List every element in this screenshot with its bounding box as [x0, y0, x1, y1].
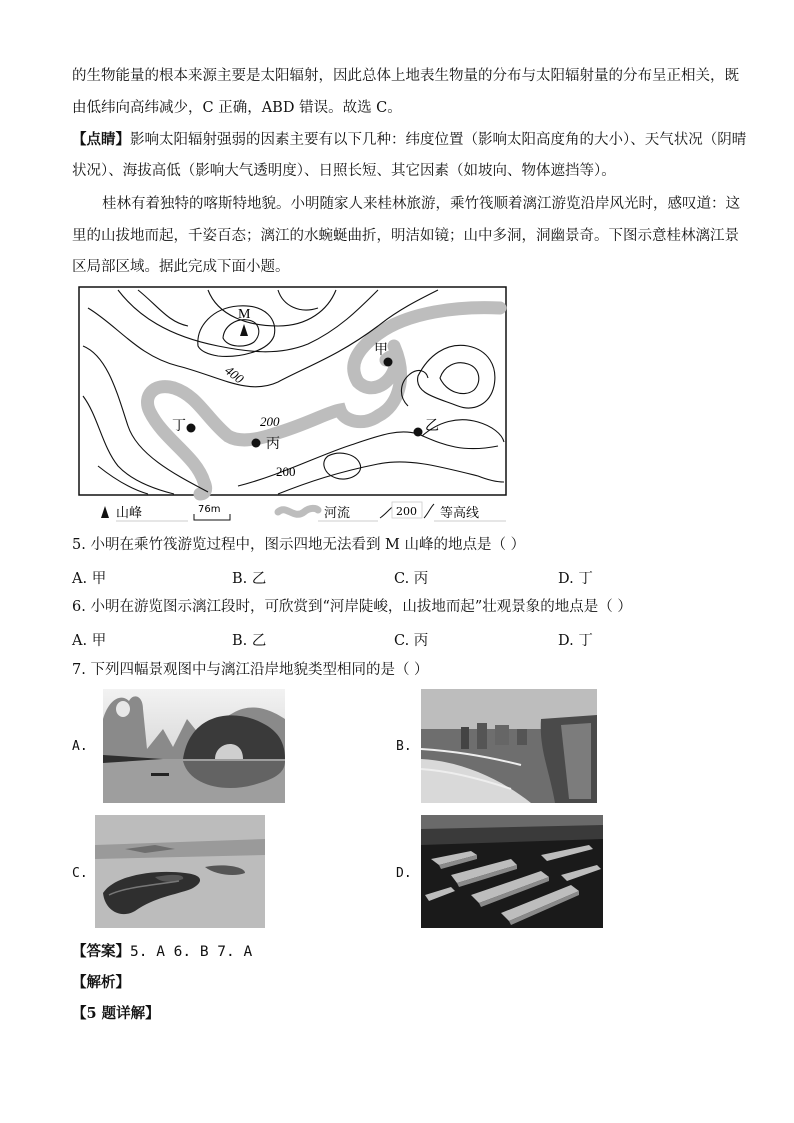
question-7-stem: 7. 下列四幅景观图中与漓江沿岸地貌类型相同的是（ ） [72, 662, 429, 678]
point-jia-marker [384, 358, 393, 367]
point-ding-label: 丁 [172, 418, 186, 434]
analysis-label: 【解析】 [72, 974, 130, 991]
point-bing-label: 丙 [266, 436, 280, 452]
photo-option-a[interactable] [103, 689, 285, 803]
photo-option-b[interactable] [421, 689, 597, 803]
photo-option-d[interactable] [421, 815, 603, 928]
legend-peak-label: 山峰 [116, 506, 143, 521]
legend-peak-icon [101, 506, 109, 518]
answer-label: 【答案】 [72, 943, 130, 960]
photo-option-a-label[interactable]: A. [72, 739, 88, 754]
legend-scale-label: 76m [198, 504, 221, 515]
option-d[interactable]: D. 丁 [558, 571, 593, 587]
point-yi-label: 乙 [425, 418, 439, 434]
option-b[interactable]: B. 乙 [232, 633, 267, 649]
contour-label-200: 200 [276, 464, 296, 479]
paragraph-line: 的生物能量的根本来源主要是太阳辐射，因此总体上地表生物量的分布与太阳辐射量的分布呈正相关，既 [72, 68, 739, 84]
photo-option-c[interactable] [95, 815, 265, 928]
option-d[interactable]: D. 丁 [558, 633, 593, 649]
paragraph-line: 区局部区域。据此完成下面小题。 [72, 259, 290, 275]
option-a[interactable]: A. 甲 [72, 571, 107, 587]
lake-islands-image [95, 815, 265, 928]
yardang-landscape-image [421, 815, 603, 928]
option-b[interactable]: B. 乙 [232, 571, 267, 587]
paragraph-line: 由低纬向高纬减少，C 正确，ABD 错误。故选 C。 [72, 100, 402, 116]
legend-river-label: 河流 [324, 506, 351, 521]
legend-contour-value: 200 [396, 505, 417, 518]
contour-label-200: 200 [260, 414, 280, 429]
peak-label: M [238, 307, 251, 322]
answer-line [72, 942, 252, 962]
tip-label: 【点睛】 [72, 131, 130, 148]
paragraph-line: 里的山拔地而起，千姿百态；漓江的水蜿蜒曲折，明洁如镜；山中多洞，洞幽景奇。下图示意桂林漓江景 [72, 228, 739, 244]
legend-river-icon [278, 508, 318, 514]
question-5-stem: 5. 小明在乘竹筏游览过程中，图示四地无法看到 M 山峰的地点是（ ） [72, 537, 526, 553]
point-jia-label: 甲 [374, 342, 388, 358]
contour-map [78, 286, 508, 522]
paragraph-line: 状况）、海拔高低（影响大气透明度）、日照长短、其它因素（如坡向、物体遮挡等）。 [72, 163, 616, 179]
answer-text: 5. A 6. B 7. A [130, 944, 253, 960]
option-c[interactable]: C. 丙 [394, 571, 429, 587]
point-bing-marker [252, 439, 261, 448]
option-a[interactable]: A. 甲 [72, 633, 107, 649]
point-ding-marker [187, 424, 196, 433]
tip-line [72, 130, 746, 150]
legend-contour-label: 等高线 [440, 506, 480, 521]
point-yi-marker [414, 428, 423, 437]
tip-text: 影响太阳辐射强弱的因素主要有以下几种：纬度位置（影响太阳高度角的大小）、天气状况（阴晴 [130, 132, 747, 148]
sea-stacks-image [421, 689, 597, 803]
karst-landscape-image [103, 689, 285, 803]
contour-label-400: 400 [222, 362, 247, 387]
photo-option-b-label[interactable]: B. [396, 739, 412, 754]
detail-label: 【5 题详解】 [72, 1005, 160, 1022]
paragraph-line: 桂林有着独特的喀斯特地貌。小明随家人来桂林旅游，乘竹筏顺着漓江游览沿岸风光时，感叹道：这 [102, 196, 740, 212]
map-legend [101, 502, 506, 521]
photo-option-d-label[interactable]: D. [396, 866, 412, 881]
photo-option-c-label[interactable]: C. [72, 866, 88, 881]
option-c[interactable]: C. 丙 [394, 633, 429, 649]
question-6-stem: 6. 小明在游览图示漓江段时，可欣赏到“河岸陡峻，山拔地而起”壮观景象的地点是（ ） [72, 599, 632, 615]
